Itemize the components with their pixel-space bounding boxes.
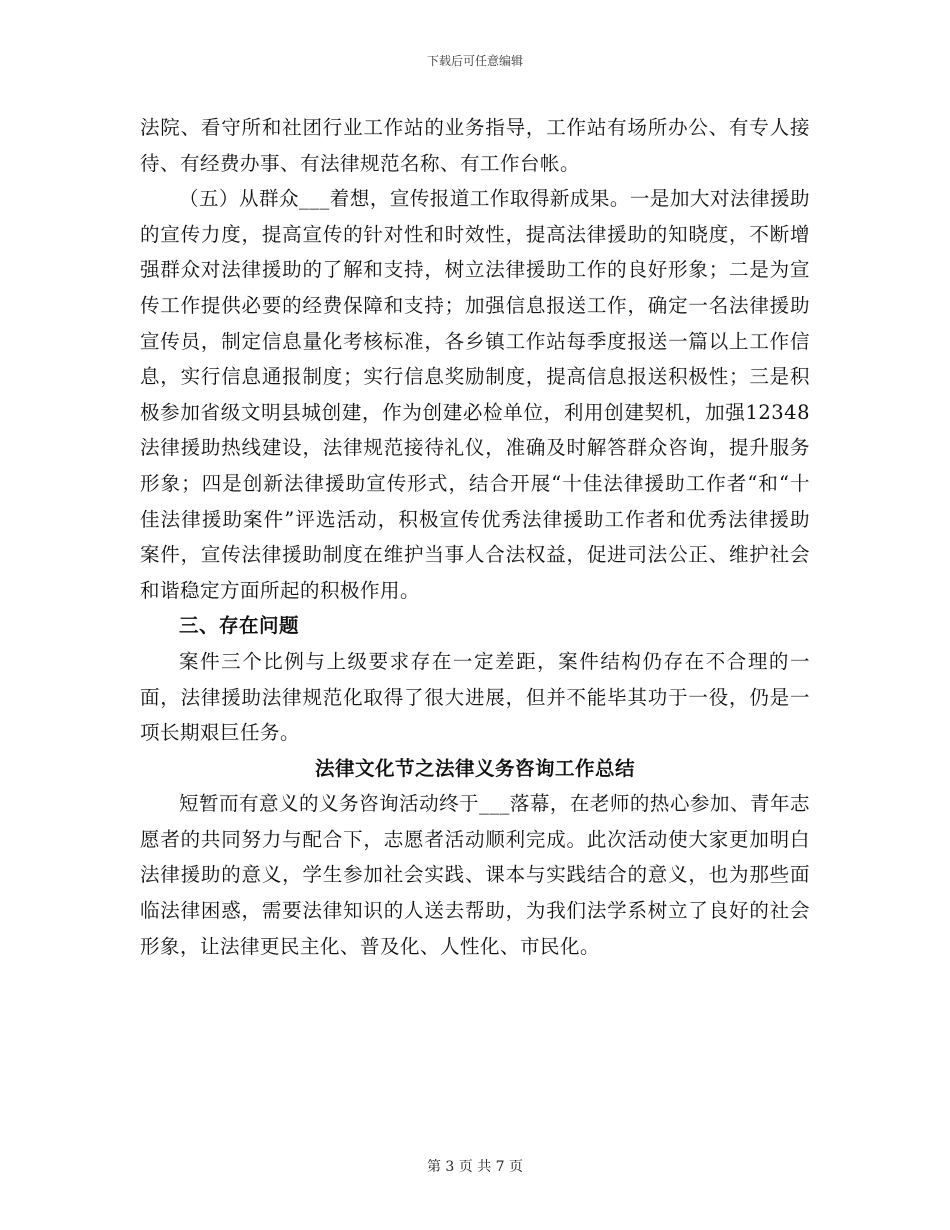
paragraph-continuation: 法院、看守所和社团行业工作站的业务指导，工作站有场所办公、有专人接待、有经费办事、有法律规范名称、有工作台帐。 [140, 116, 810, 175]
paragraph-problems: 案件三个比例与上级要求存在一定差距，案件结构仍存在不合理的一面，法律援助法律规范化取得了很大进展，但并不能毕其功于一役，仍是一项长期艰巨任务。 [140, 649, 810, 745]
paragraph-summary: 短暂而有意义的义务咨询活动终于___落幕，在老师的热心参加、青年志愿者的共同努力与配合下，志愿者活动顺利完成。此次活动使大家更加明白法律援助的意义，学生参加社会实践、课本与实践结合的意义，也为那些面临法律困惑，需要法律知识的人送去帮助，为我们法学系树立了良好的社会形象，让法律更民主化、普及化、人性化、市民化。 [140, 792, 810, 958]
page-footer: 第 3 页 共 7 页 [426, 1159, 524, 1175]
section-heading-problems: 三、存在问题 [179, 614, 300, 638]
paragraph-publicity: （五）从群众___着想，宣传报道工作取得新成果。一是加大对法律援助的宣传力度，提高宣传的针对性和时效性，提高法律援助的知晓度，不断增强群众对法律援助的了解和支持，树立法律援助工作的良好形象；二是为宣传工作提供必要的经费保障和支持；加强信息报送工作，确定一名法律援助宣传员，制定信息量化考核标准，各乡镇工作站每季度报送一篇以上工作信息，实行信息通报制度；实行信息奖励制度，提高信息报送积极性；三是积极参加省级文明县城创建，作为创建必检单位，利用创建契机，加强12348法律援助热线建设，法律规范接待礼仪，准确及时解答群众咨询，提升服务形象；四是创新法律援助宣传形式，结合开展“十佳法律援助工作者“和“十佳法律援助案件”评选活动，积极宣传优秀法律援助工作者和优秀法律援助案件，宣传法律援助制度在维护当事人合法权益，促进司法公正、维护社会和谐稳定方面所起的积极作用。 [140, 187, 810, 602]
document-body [140, 110, 810, 964]
page-header: 下载后可任意编辑 [426, 54, 523, 68]
document-title: 法律文化节之法律义务咨询工作总结 [314, 756, 635, 780]
